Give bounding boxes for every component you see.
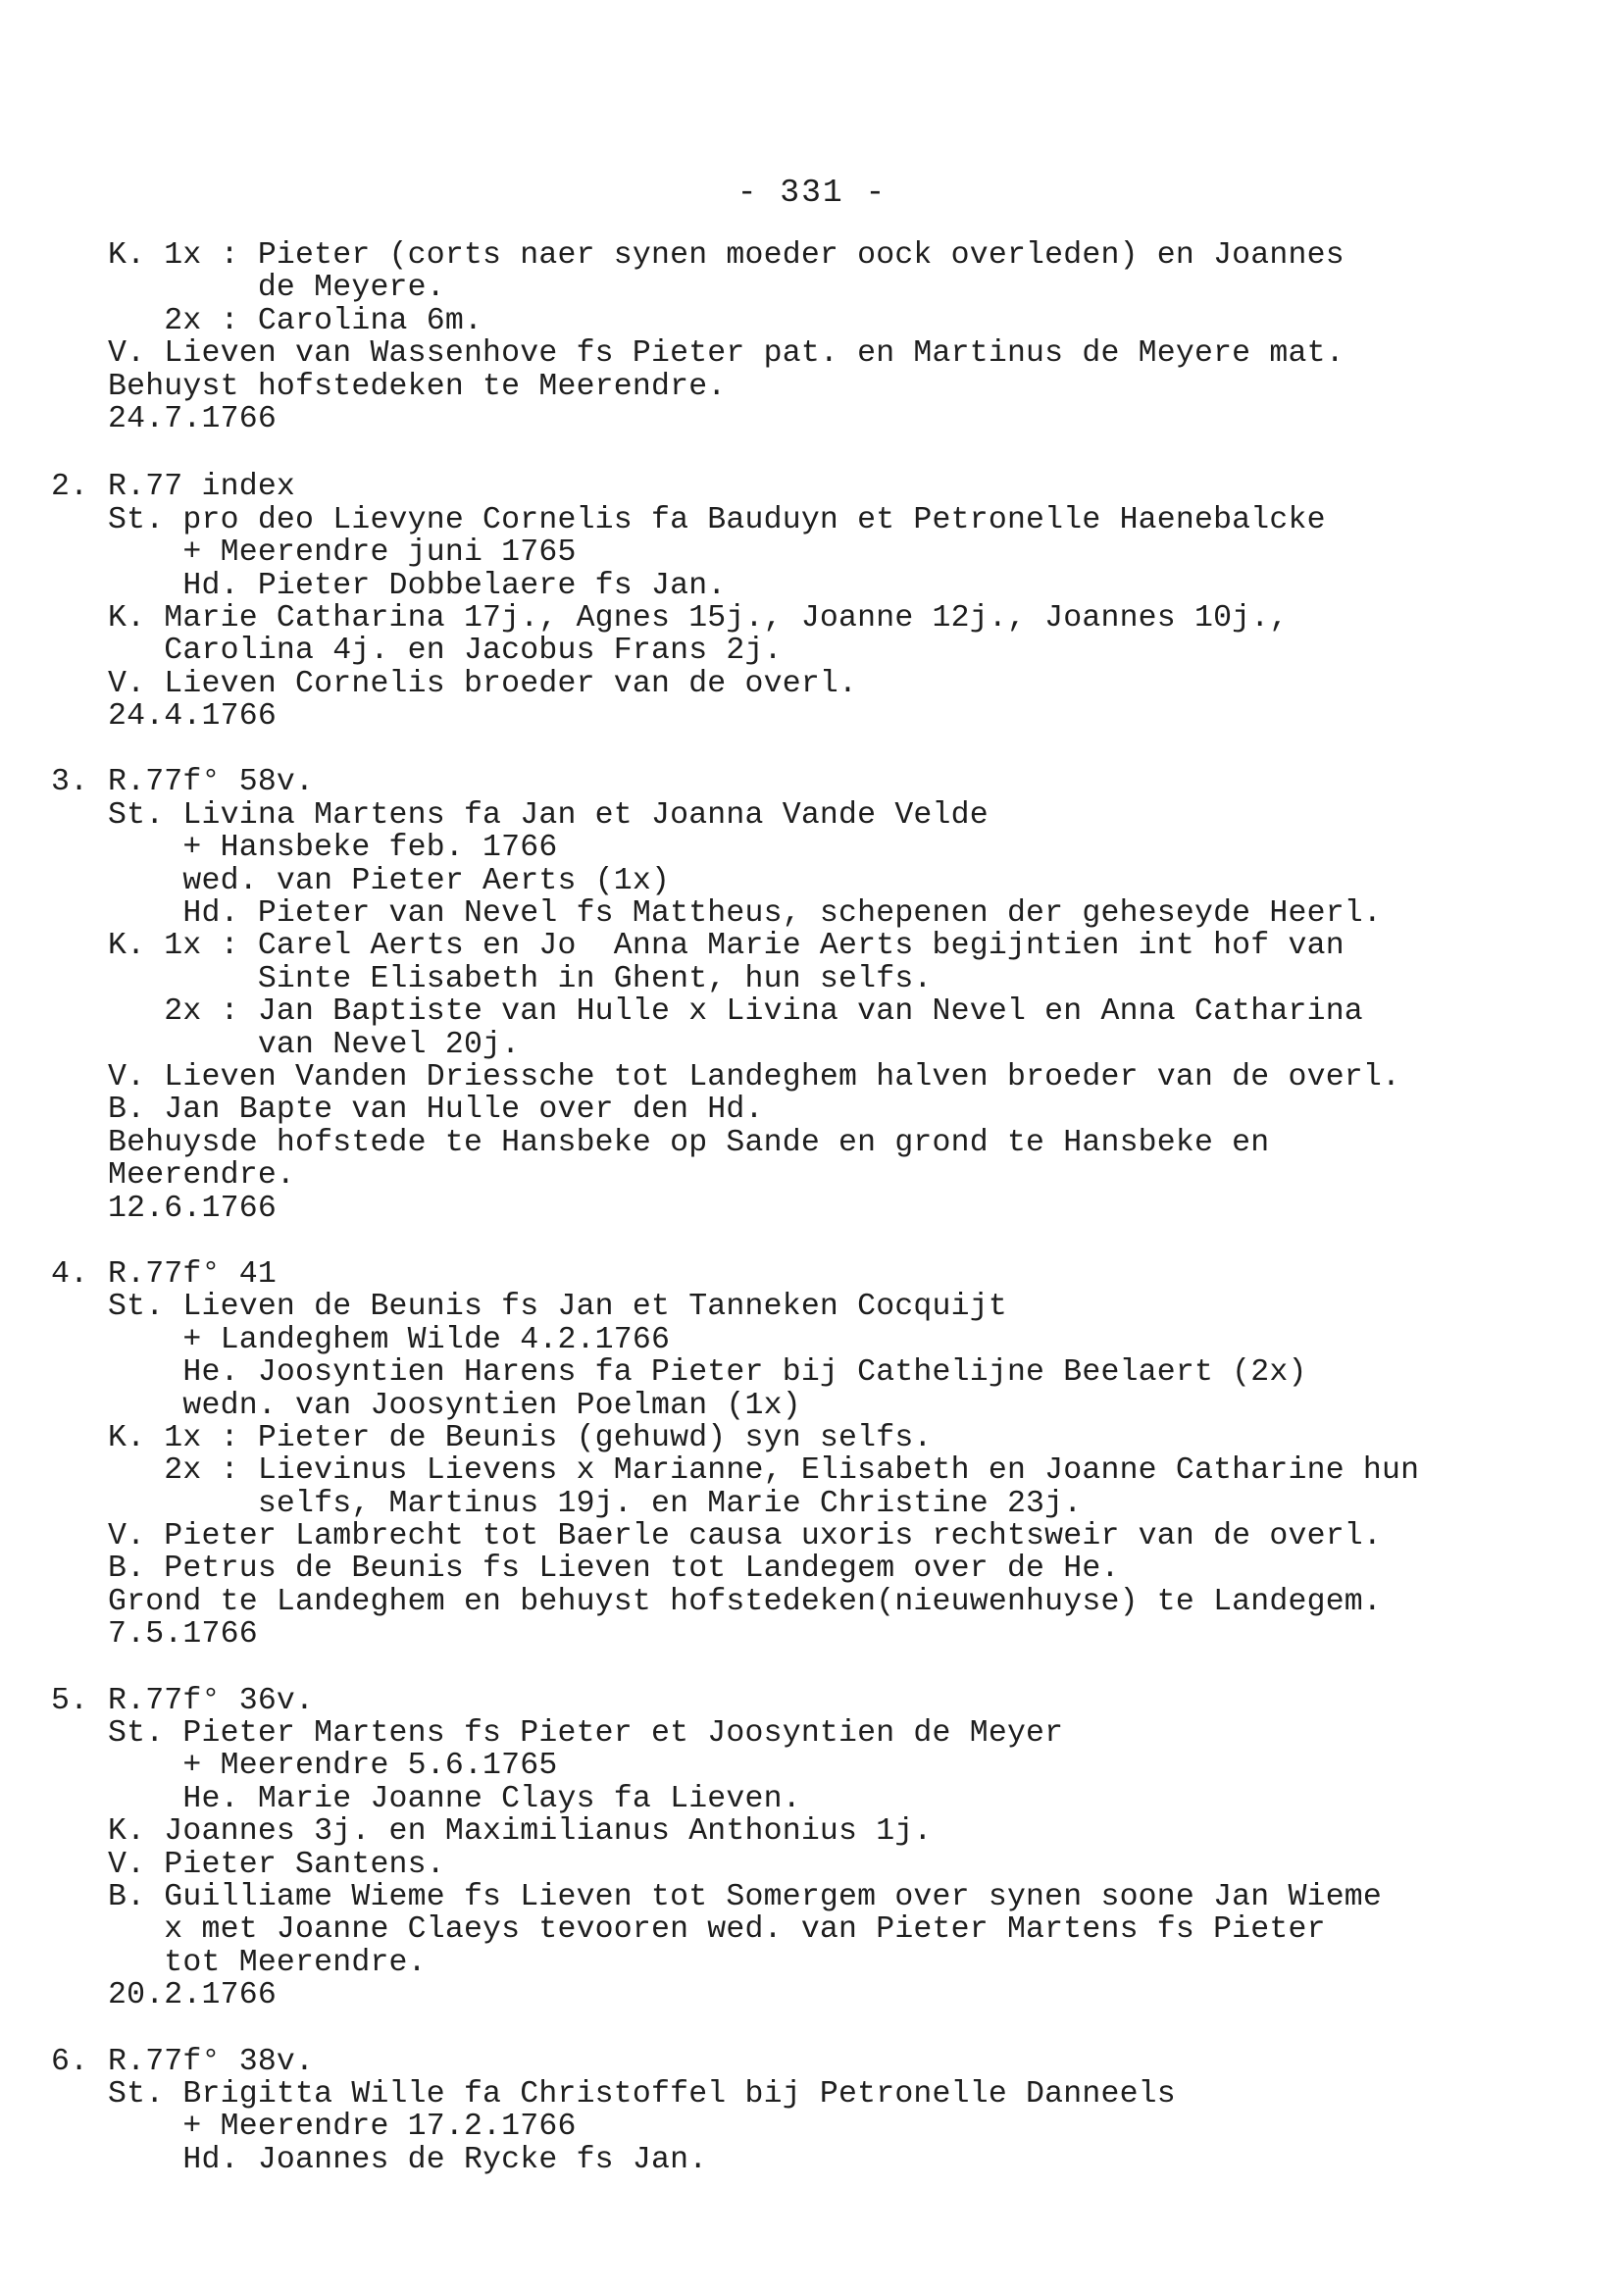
record-line: [108, 1783, 1579, 1815]
line-text: K. Marie Catharina 17j., Agnes 15j., Joanne 12j., Joannes 10j.,: [108, 600, 1289, 636]
line-text: 12.6.1766: [108, 1191, 277, 1226]
line-text: + Meerendre 17.2.1766: [108, 2110, 577, 2145]
line-text: 20.2.1766: [108, 1978, 277, 2013]
line-text: de Meyere.: [108, 271, 445, 306]
record-line: [108, 1127, 1579, 1159]
line-text: x met Joanne Claeys tevooren wed. van Pieter Martens fs Pieter: [108, 1912, 1326, 1948]
line-text: R.77f° 41: [108, 1256, 277, 1292]
record-line: [51, 1685, 1579, 1717]
record-line: [51, 471, 1579, 503]
record-line: [108, 403, 1579, 435]
line-text: K. 1x : Carel Aerts en Jo Anna Marie Aerts begijntien int hof van: [108, 929, 1345, 964]
line-text: van Nevel 20j.: [108, 1027, 521, 1062]
line-text: Carolina 4j. en Jacobus Frans 2j.: [108, 634, 783, 669]
record-line: [108, 536, 1579, 569]
line-text: + Landeghem Wilde 4.2.1766: [108, 1322, 671, 1357]
record-line: [108, 272, 1579, 304]
line-text: St. Lieven de Beunis fs Jan et Tanneken Cocquijt: [108, 1290, 1007, 1325]
record-line: [108, 865, 1579, 897]
record-line: [108, 2144, 1579, 2176]
record-line: [108, 1913, 1579, 1946]
line-text: 24.7.1766: [108, 401, 277, 436]
line-text: wedn. van Joosyntien Poelman (1x): [108, 1388, 801, 1423]
record-line: [108, 799, 1579, 832]
record-line: [108, 1586, 1579, 1618]
line-text: selfs, Martinus 19j. en Marie Christine 23j.: [108, 1486, 1083, 1521]
record-line: [108, 897, 1579, 930]
line-text: wed. van Pieter Aerts (1x): [108, 863, 671, 898]
record-line: [108, 504, 1579, 536]
line-text: Hd. Joannes de Rycke fs Jan.: [108, 2142, 708, 2177]
line-text: Hd. Pieter Dobbelaere fs Jan.: [108, 568, 727, 603]
line-text: tot Meerendre.: [108, 1945, 427, 1980]
record-line: [108, 1717, 1579, 1750]
record-entry: [51, 765, 1579, 1226]
record-line: [108, 570, 1579, 602]
record-entry: [51, 1256, 1579, 1653]
record-line: [108, 1520, 1579, 1553]
record-line: [108, 1324, 1579, 1356]
line-text: B. Jan Bapte van Hulle over den Hd.: [108, 1093, 764, 1128]
line-text: K. 1x : Pieter (corts naer synen moeder oock overleden) en Joannes: [108, 238, 1345, 273]
line-text: He. Joosyntien Harens fa Pieter bij Cathelijne Beelaert (2x): [108, 1355, 1307, 1391]
record-line: [108, 1061, 1579, 1094]
record-line: [51, 1258, 1579, 1291]
entry-list: [51, 238, 1579, 2210]
line-text: V. Lieven van Wassenhove fs Pieter pat. en Martinus de Meyere mat.: [108, 336, 1345, 372]
record-line: [108, 1488, 1579, 1520]
line-text: Sinte Elisabeth in Ghent, hun selfs.: [108, 961, 933, 996]
line-text: V. Lieven Vanden Driessche tot Landeghem halven broeder van de overl.: [108, 1059, 1401, 1095]
record-line: [108, 995, 1579, 1028]
record-line: [108, 1815, 1579, 1848]
record-line: [108, 832, 1579, 864]
record-line: [51, 766, 1579, 798]
line-text: 2x : Carolina 6m.: [108, 303, 483, 338]
record-line: [108, 239, 1579, 272]
line-text: 2x : Jan Baptiste van Hulle x Livina van Nevel en Anna Catharina: [108, 994, 1363, 1030]
line-text: B. Guilliame Wieme fs Lieven tot Somergem over synen soone Jan Wieme: [108, 1879, 1383, 1914]
record-line: [108, 2078, 1579, 2111]
line-text: St. Pieter Martens fs Pieter et Joosyntien de Meyer: [108, 1716, 1064, 1752]
line-text: St. Livina Martens fa Jan et Joanna Vande Velde: [108, 797, 989, 833]
record-line: [108, 1750, 1579, 1782]
line-text: K. 1x : Pieter de Beunis (gehuwd) syn selfs.: [108, 1420, 933, 1455]
record-line: [108, 1356, 1579, 1389]
record-entry: [108, 239, 1579, 435]
entry-number: 2.: [51, 470, 89, 505]
record-line: [108, 668, 1579, 700]
line-text: Behuyst hofstedeken te Meerendre.: [108, 369, 727, 404]
line-text: + Meerendre 5.6.1765: [108, 1749, 558, 1784]
record-line: [51, 2046, 1579, 2078]
entry-number: 3.: [51, 765, 89, 800]
line-text: St. Brigitta Wille fa Christoffel bij Petronelle Danneels: [108, 2076, 1176, 2112]
record-line: [108, 1193, 1579, 1225]
line-text: V. Pieter Lambrecht tot Baerle causa uxoris rechtsweir van de overl.: [108, 1519, 1383, 1554]
line-text: + Hansbeke feb. 1766: [108, 831, 558, 866]
record-line: [108, 337, 1579, 370]
record-line: [108, 1454, 1579, 1487]
record-line: [108, 305, 1579, 337]
line-text: Meerendre.: [108, 1158, 296, 1194]
page-number: - 331 -: [736, 175, 888, 211]
record-line: [108, 1881, 1579, 1913]
record-line: [108, 1029, 1579, 1061]
record-line: [108, 930, 1579, 962]
line-text: 7.5.1766: [108, 1617, 258, 1653]
line-text: R.77f° 36v.: [108, 1683, 315, 1718]
line-text: He. Marie Joanne Clays fa Lieven.: [108, 1781, 801, 1816]
entry-number: 6.: [51, 2044, 89, 2079]
record-line: [108, 1979, 1579, 2011]
entry-number: 5.: [51, 1683, 89, 1718]
line-text: St. pro deo Lievyne Cornelis fa Bauduyn et Petronelle Haenebalcke: [108, 502, 1326, 537]
line-text: B. Petrus de Beunis fs Lieven tot Landegem over de He.: [108, 1552, 1120, 1587]
line-text: R.77f° 38v.: [108, 2044, 315, 2079]
record-line: [108, 1291, 1579, 1323]
record-line: [108, 1159, 1579, 1192]
line-text: V. Pieter Santens.: [108, 1847, 445, 1882]
record-entry: [51, 1683, 1579, 2013]
record-line: [108, 963, 1579, 995]
record-line: [108, 1422, 1579, 1454]
line-text: 2x : Lievinus Lievens x Marianne, Elisabeth en Joanne Catharine hun: [108, 1453, 1420, 1489]
line-text: 24.4.1766: [108, 699, 277, 735]
record-line: [108, 1553, 1579, 1585]
line-text: R.77f° 58v.: [108, 765, 315, 800]
record-line: [108, 602, 1579, 635]
record-line: [108, 371, 1579, 403]
record-entry: [51, 470, 1579, 735]
line-text: Grond te Landeghem en behuyst hofstedeken(nieuwenhuyse) te Landegem.: [108, 1584, 1383, 1619]
record-line: [108, 700, 1579, 733]
record-entry: [51, 2044, 1579, 2177]
record-line: [108, 1618, 1579, 1651]
record-line: [108, 1094, 1579, 1126]
line-text: R.77 index: [108, 470, 296, 505]
record-line: [108, 1947, 1579, 1979]
line-text: + Meerendre juni 1765: [108, 535, 577, 571]
line-text: Behuysde hofstede te Hansbeke op Sande en grond te Hansbeke en: [108, 1125, 1270, 1160]
record-line: [108, 1849, 1579, 1881]
line-text: Hd. Pieter van Nevel fs Mattheus, schepenen der geheseyde Heerl.: [108, 896, 1383, 932]
entry-number: 4.: [51, 1256, 89, 1292]
record-line: [108, 2111, 1579, 2143]
line-text: V. Lieven Cornelis broeder van de overl.: [108, 666, 858, 701]
line-text: K. Joannes 3j. en Maximilianus Anthonius 1j.: [108, 1814, 933, 1850]
record-line: [108, 635, 1579, 667]
record-line: [108, 1390, 1579, 1422]
